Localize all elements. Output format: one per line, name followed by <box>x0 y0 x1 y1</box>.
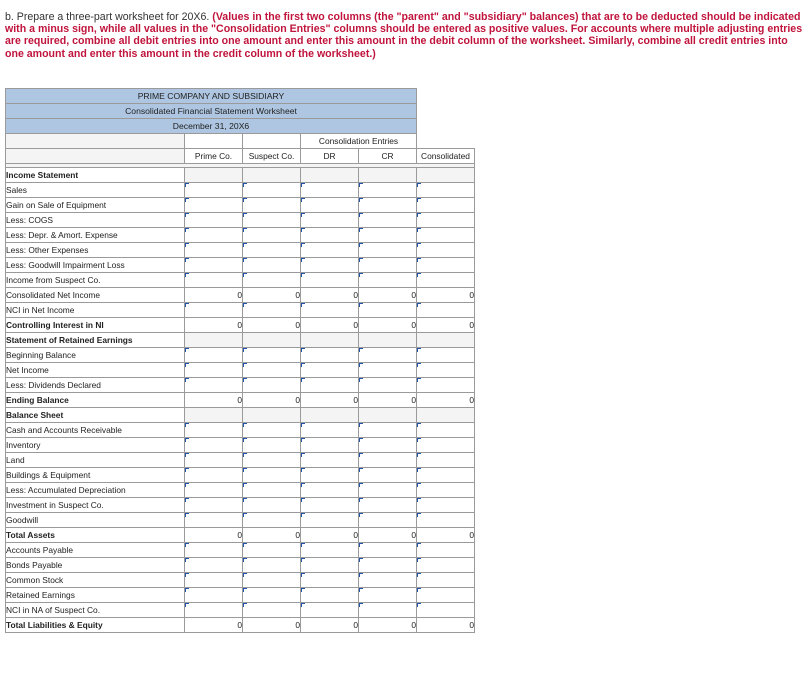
amount-input[interactable] <box>417 243 475 258</box>
table-row <box>6 438 475 453</box>
table-row <box>6 363 475 378</box>
amount-input[interactable] <box>243 273 301 288</box>
total-cell: 0 <box>301 618 359 633</box>
amount-input[interactable] <box>301 363 359 378</box>
amount-input[interactable] <box>417 213 475 228</box>
amount-input[interactable] <box>243 453 301 468</box>
amount-input[interactable] <box>185 228 243 243</box>
amount-input[interactable] <box>359 273 417 288</box>
table-row <box>6 558 475 573</box>
total-cell: 0 <box>417 528 475 543</box>
table-row <box>6 513 475 528</box>
table-row <box>6 408 475 423</box>
amount-input[interactable] <box>417 498 475 513</box>
total-cell: 0 <box>359 618 417 633</box>
table-row <box>6 603 475 618</box>
table-row <box>6 168 475 183</box>
amount-input[interactable] <box>185 588 243 603</box>
amount-input[interactable] <box>359 378 417 393</box>
amount-input[interactable] <box>359 198 417 213</box>
table-row <box>6 573 475 588</box>
amount-input[interactable] <box>185 498 243 513</box>
row-label: Gain on Sale of Equipment <box>6 198 185 213</box>
total-cell: 0 <box>243 288 301 303</box>
amount-input[interactable] <box>359 213 417 228</box>
col-cr-header: CR <box>359 149 417 164</box>
table-row <box>6 258 475 273</box>
empty-cell <box>185 168 243 183</box>
amount-input[interactable] <box>417 558 475 573</box>
empty-cell <box>185 333 243 348</box>
instructions <box>5 11 805 60</box>
amount-input[interactable] <box>185 558 243 573</box>
amount-input[interactable] <box>417 258 475 273</box>
row-label: Common Stock <box>6 573 185 588</box>
table-row <box>6 183 475 198</box>
amount-input[interactable] <box>417 363 475 378</box>
empty-cell <box>243 408 301 423</box>
instructions-prefix: b. Prepare a three-part worksheet for 20X6. <box>5 11 210 23</box>
row-label: Less: Accumulated Depreciation <box>6 483 185 498</box>
total-cell: 0 <box>301 288 359 303</box>
amount-input[interactable] <box>301 303 359 318</box>
row-label: Land <box>6 453 185 468</box>
row-label: Less: COGS <box>6 213 185 228</box>
amount-input[interactable] <box>301 453 359 468</box>
col-dr-header: DR <box>301 149 359 164</box>
table-row <box>6 453 475 468</box>
amount-input[interactable] <box>185 213 243 228</box>
total-cell: 0 <box>359 393 417 408</box>
row-label: Beginning Balance <box>6 348 185 363</box>
total-cell: 0 <box>243 393 301 408</box>
table-row <box>6 303 475 318</box>
amount-input[interactable] <box>301 438 359 453</box>
table-row <box>6 468 475 483</box>
amount-input[interactable] <box>185 438 243 453</box>
amount-input[interactable] <box>417 543 475 558</box>
total-cell: 0 <box>417 288 475 303</box>
amount-input[interactable] <box>417 423 475 438</box>
amount-input[interactable] <box>301 243 359 258</box>
row-label: Consolidated Net Income <box>6 288 185 303</box>
amount-input[interactable] <box>359 588 417 603</box>
amount-input[interactable] <box>243 498 301 513</box>
amount-input[interactable] <box>185 423 243 438</box>
empty-cell <box>243 333 301 348</box>
table-row <box>6 228 475 243</box>
total-cell: 0 <box>243 318 301 333</box>
table-row <box>6 618 475 633</box>
consolidation-entries-header: Consolidation Entries <box>301 134 417 149</box>
table-row <box>6 348 475 363</box>
row-label: Total Assets <box>6 528 185 543</box>
worksheet-title-date: December 31, 20X6 <box>6 119 417 134</box>
table-row <box>6 243 475 258</box>
amount-input[interactable] <box>243 513 301 528</box>
amount-input[interactable] <box>185 453 243 468</box>
empty-cell <box>301 333 359 348</box>
row-label: NCI in NA of Suspect Co. <box>6 603 185 618</box>
amount-input[interactable] <box>417 588 475 603</box>
table-row <box>6 273 475 288</box>
amount-input[interactable] <box>359 303 417 318</box>
empty-cell <box>243 168 301 183</box>
amount-input[interactable] <box>301 573 359 588</box>
table-row <box>6 318 475 333</box>
amount-input[interactable] <box>243 438 301 453</box>
amount-input[interactable] <box>417 438 475 453</box>
col-suspect-header: Suspect Co. <box>243 149 301 164</box>
row-label: Total Liabilities & Equity <box>6 618 185 633</box>
amount-input[interactable] <box>185 198 243 213</box>
amount-input[interactable] <box>359 483 417 498</box>
total-cell: 0 <box>359 288 417 303</box>
total-cell: 0 <box>417 318 475 333</box>
empty-cell <box>185 408 243 423</box>
amount-input[interactable] <box>301 183 359 198</box>
row-label: Cash and Accounts Receivable <box>6 423 185 438</box>
consolidation-worksheet <box>5 88 475 633</box>
table-row <box>6 288 475 303</box>
amount-input[interactable] <box>185 363 243 378</box>
amount-input[interactable] <box>301 588 359 603</box>
amount-input[interactable] <box>417 573 475 588</box>
amount-input[interactable] <box>417 483 475 498</box>
amount-input[interactable] <box>185 543 243 558</box>
row-label: Bonds Payable <box>6 558 185 573</box>
total-cell: 0 <box>417 618 475 633</box>
empty-cell <box>417 333 475 348</box>
table-row <box>6 213 475 228</box>
empty-cell <box>359 408 417 423</box>
amount-input[interactable] <box>185 273 243 288</box>
table-row <box>6 588 475 603</box>
row-label: Controlling Interest in NI <box>6 318 185 333</box>
amount-input[interactable] <box>301 498 359 513</box>
total-cell: 0 <box>185 318 243 333</box>
amount-input[interactable] <box>243 348 301 363</box>
total-cell: 0 <box>185 528 243 543</box>
amount-input[interactable] <box>301 603 359 618</box>
amount-input[interactable] <box>359 453 417 468</box>
empty-cell <box>417 168 475 183</box>
amount-input[interactable] <box>359 498 417 513</box>
total-cell: 0 <box>301 393 359 408</box>
row-label: Less: Other Expenses <box>6 243 185 258</box>
amount-input[interactable] <box>417 348 475 363</box>
amount-input[interactable] <box>243 573 301 588</box>
amount-input[interactable] <box>417 453 475 468</box>
amount-input[interactable] <box>301 543 359 558</box>
amount-input[interactable] <box>243 243 301 258</box>
amount-input[interactable] <box>359 573 417 588</box>
amount-input[interactable] <box>359 183 417 198</box>
empty-cell <box>359 333 417 348</box>
row-label: Income from Suspect Co. <box>6 273 185 288</box>
amount-input[interactable] <box>301 228 359 243</box>
amount-input[interactable] <box>243 483 301 498</box>
amount-input[interactable] <box>243 378 301 393</box>
amount-input[interactable] <box>185 573 243 588</box>
amount-input[interactable] <box>301 348 359 363</box>
amount-input[interactable] <box>185 513 243 528</box>
total-cell: 0 <box>301 318 359 333</box>
total-cell: 0 <box>185 618 243 633</box>
amount-input[interactable] <box>359 348 417 363</box>
amount-input[interactable] <box>301 273 359 288</box>
row-label: Balance Sheet <box>6 408 185 423</box>
amount-input[interactable] <box>243 198 301 213</box>
table-row <box>6 423 475 438</box>
amount-input[interactable] <box>359 558 417 573</box>
amount-input[interactable] <box>301 513 359 528</box>
amount-input[interactable] <box>301 423 359 438</box>
amount-input[interactable] <box>301 258 359 273</box>
amount-input[interactable] <box>417 378 475 393</box>
amount-input[interactable] <box>243 603 301 618</box>
amount-input[interactable] <box>301 558 359 573</box>
amount-input[interactable] <box>243 468 301 483</box>
amount-input[interactable] <box>243 183 301 198</box>
amount-input[interactable] <box>301 468 359 483</box>
row-label: Retained Earnings <box>6 588 185 603</box>
row-label: Income Statement <box>6 168 185 183</box>
amount-input[interactable] <box>185 603 243 618</box>
row-label: Sales <box>6 183 185 198</box>
col-prime-header: Prime Co. <box>185 149 243 164</box>
amount-input[interactable] <box>185 183 243 198</box>
row-label: Ending Balance <box>6 393 185 408</box>
total-cell: 0 <box>185 393 243 408</box>
empty-cell <box>301 168 359 183</box>
total-cell: 0 <box>243 528 301 543</box>
amount-input[interactable] <box>359 363 417 378</box>
amount-input[interactable] <box>359 423 417 438</box>
row-label: Less: Depr. & Amort. Expense <box>6 228 185 243</box>
amount-input[interactable] <box>417 183 475 198</box>
table-row <box>6 543 475 558</box>
amount-input[interactable] <box>359 438 417 453</box>
row-label: Goodwill <box>6 513 185 528</box>
amount-input[interactable] <box>185 468 243 483</box>
amount-input[interactable] <box>359 543 417 558</box>
row-label: Inventory <box>6 438 185 453</box>
amount-input[interactable] <box>359 228 417 243</box>
amount-input[interactable] <box>417 273 475 288</box>
empty-cell <box>359 168 417 183</box>
amount-input[interactable] <box>417 513 475 528</box>
amount-input[interactable] <box>359 468 417 483</box>
amount-input[interactable] <box>417 228 475 243</box>
amount-input[interactable] <box>359 603 417 618</box>
amount-input[interactable] <box>185 378 243 393</box>
row-label: Statement of Retained Earnings <box>6 333 185 348</box>
amount-input[interactable] <box>359 513 417 528</box>
amount-input[interactable] <box>359 243 417 258</box>
row-label: Net Income <box>6 363 185 378</box>
amount-input[interactable] <box>301 213 359 228</box>
total-cell: 0 <box>185 288 243 303</box>
row-label: Less: Goodwill Impairment Loss <box>6 258 185 273</box>
amount-input[interactable] <box>417 468 475 483</box>
amount-input[interactable] <box>243 228 301 243</box>
amount-input[interactable] <box>243 258 301 273</box>
total-cell: 0 <box>243 618 301 633</box>
amount-input[interactable] <box>185 258 243 273</box>
amount-input[interactable] <box>185 483 243 498</box>
amount-input[interactable] <box>185 243 243 258</box>
amount-input[interactable] <box>417 603 475 618</box>
row-label: NCI in Net Income <box>6 303 185 318</box>
empty-cell <box>301 408 359 423</box>
amount-input[interactable] <box>417 198 475 213</box>
instructions-highlight: (Values in the first two columns (the "parent" and "subsidiary" balances) that are to be deducted should be indicated with a minus sign, while all values in the "Consolidation Entries" columns should be entered as positive values. For accounts where multiple adjusting entries are required, combine all debit entries into one amount and enter this amount in the debit column of the worksheet. Similarly, combine all credit entries into one amount and enter this amount in the credit column of the worksheet.) <box>5 11 803 60</box>
table-row <box>6 528 475 543</box>
amount-input[interactable] <box>243 363 301 378</box>
amount-input[interactable] <box>243 558 301 573</box>
table-row <box>6 378 475 393</box>
table-row <box>6 393 475 408</box>
amount-input[interactable] <box>301 483 359 498</box>
amount-input[interactable] <box>243 423 301 438</box>
row-label: Accounts Payable <box>6 543 185 558</box>
amount-input[interactable] <box>301 378 359 393</box>
worksheet-title-statement: Consolidated Financial Statement Worksheet <box>6 104 417 119</box>
amount-input[interactable] <box>185 348 243 363</box>
amount-input[interactable] <box>301 198 359 213</box>
amount-input[interactable] <box>185 303 243 318</box>
table-row <box>6 198 475 213</box>
amount-input[interactable] <box>243 303 301 318</box>
total-cell: 0 <box>359 318 417 333</box>
amount-input[interactable] <box>243 543 301 558</box>
row-label: Less: Dividends Declared <box>6 378 185 393</box>
row-label: Investment in Suspect Co. <box>6 498 185 513</box>
amount-input[interactable] <box>359 258 417 273</box>
table-row <box>6 498 475 513</box>
row-label: Buildings & Equipment <box>6 468 185 483</box>
table-row <box>6 483 475 498</box>
empty-cell <box>417 408 475 423</box>
col-consolidated-header: Consolidated <box>417 149 475 164</box>
worksheet-title-company: PRIME COMPANY AND SUBSIDIARY <box>6 89 417 104</box>
total-cell: 0 <box>359 528 417 543</box>
amount-input[interactable] <box>243 588 301 603</box>
table-row <box>6 333 475 348</box>
total-cell: 0 <box>301 528 359 543</box>
amount-input[interactable] <box>417 303 475 318</box>
amount-input[interactable] <box>243 213 301 228</box>
total-cell: 0 <box>417 393 475 408</box>
